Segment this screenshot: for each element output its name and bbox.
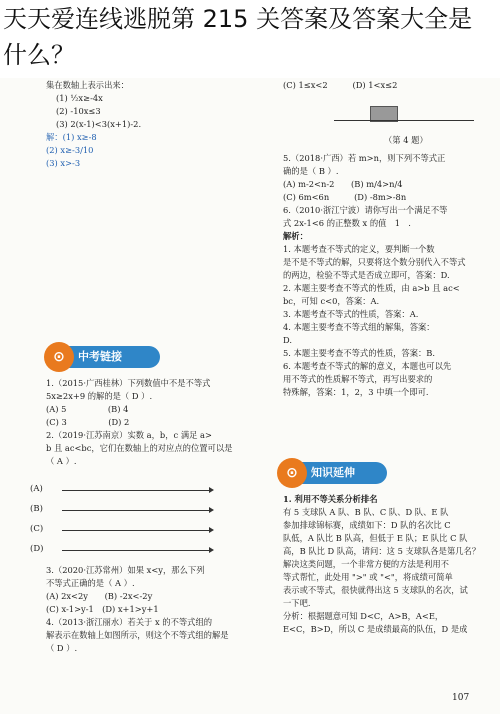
right-column-bottom (283, 493, 488, 636)
title-line-1: 天天爱连线逃脱第 215 关答案及答案大全是 (3, 5, 473, 33)
text-line: 5. 本题主要考查不等式的性质，答案：B. (283, 348, 436, 358)
number-line (62, 506, 212, 516)
text-line: 集在数轴上表示出来： (46, 80, 129, 90)
text-line: (A) m-2<n-2 (B) m/4>n/4 (283, 179, 403, 189)
text-line: 队低，A 队比 B 队高，但低于 E 队；E 队比 C 队 (283, 533, 468, 543)
badge-icon: ⊙ (44, 342, 74, 372)
text-line: 5.（2018·广西）若 m>n，则下列不等式正 (283, 153, 446, 163)
text-line: 表示或不等式，很快就得出这 5 支球队的名次，试 (283, 585, 468, 595)
text-line: 高，B 队比 D 队高，请问：这 5 支球队各是第几名？ (283, 546, 481, 556)
text-line: (C) 6m<6n (D) -8m>-8n (283, 192, 407, 202)
option-label: (C) (30, 524, 44, 534)
text-line: 分析：根据题意可知 D<C，A>B，A<E， (283, 611, 444, 621)
left-column-questions-2 (46, 564, 256, 655)
text-line: 解表示在数轴上如图所示，则这个不等式组的解是 (46, 630, 229, 640)
text-line: b 且 ac<bc，它们在数轴上的对应点的位置可以是 (46, 443, 233, 453)
section-title: 知识延伸 (311, 466, 355, 479)
text-line: 特殊解，答案：1，2，3 中填一个即可. (283, 387, 429, 397)
text-line: E<C，B>D，所以 C 是成绩最高的队伍，D 是成 (283, 624, 468, 634)
text-line: 5x≥2x+9 的解的是（ D ）. (46, 391, 153, 401)
answer-line: (3) x>-3 (46, 158, 81, 168)
number-line (62, 526, 212, 536)
text-line: （ D ）. (46, 643, 78, 653)
text-line: (C) 3 (D) 2 (46, 417, 130, 427)
number-line-figure (334, 98, 474, 138)
text-line: 一下吧. (283, 598, 311, 608)
option-label: (D) (30, 544, 44, 554)
textbook-page (0, 28, 500, 714)
left-column-top (46, 66, 256, 170)
text-line: 等式帮忙，此处用 ">" 或 "<"，将成绩可简单 (283, 572, 453, 582)
option-label: (B) (30, 504, 43, 514)
right-column-mid (283, 152, 488, 399)
text-line: (1) ½x≥-4x (56, 93, 103, 103)
answer-line: 解：(1) x≥-8 (46, 132, 97, 142)
text-line: 参加排球锦标赛，成绩如下：D 队的名次比 C (283, 520, 451, 530)
text-line: (C) 1≤x<2 (D) 1<x≤2 (283, 80, 398, 90)
text-line: 1. 利用不等关系分析排名 (283, 494, 378, 504)
text-line: 6.（2010·浙江宁波）请你写出一个满足不等 (283, 205, 448, 215)
section-badge-zhishi (281, 462, 387, 484)
text-line: 不等式正确的是（ A ）. (46, 578, 135, 588)
number-line (62, 546, 212, 556)
text-line: 的两边，检验不等式是否成立即可，答案：D. (283, 270, 450, 280)
title-line-2: 什么？ (3, 41, 75, 69)
text-line: 式 2x-1<6 的正整数 x 的值 1 . (283, 218, 411, 228)
text-line: 1. 本题考查不等式的定义，要判断一个数 (283, 244, 435, 254)
text-line: 4.（2013·浙江丽水）若关于 x 的不等式组的 (46, 617, 213, 627)
text-line: (C) x-1>y-1 (D) x+1>y+1 (46, 604, 159, 614)
text-line: 有 5 支球队 A 队、B 队、C 队、D 队、E 队 (283, 507, 449, 517)
article-title (0, 0, 500, 78)
page-number: 107 (452, 693, 470, 703)
axis (334, 120, 474, 121)
text-line: 3.（2020·江苏常州）如果 x<y，那么下列 (46, 565, 205, 575)
text-line: 解决这类问题，一个非常方便的方法是利用不 (283, 559, 449, 569)
badge-icon: ⊙ (277, 458, 307, 488)
text-line: 2.（2019·江苏南京）实数 a，b，c 满足 a> (46, 430, 212, 440)
left-column-questions (46, 377, 256, 468)
text-line: (A) 5 (B) 4 (46, 404, 129, 414)
text-line: 1.（2015·广西桂林）下列数值中不是不等式 (46, 378, 211, 388)
text-line: (2) -10x≤3 (56, 106, 101, 116)
text-line: 2. 本题主要考查不等式的性质，由 a>b 且 ac< (283, 283, 460, 293)
text-line: 6. 本题考查不等式的解的意义，本题也可以先 (283, 361, 452, 371)
text-line: D. (283, 335, 292, 345)
text-line: 是不是不等式的解，只要将这个数分别代入不等式 (283, 257, 466, 267)
figure-caption: （第 4 题） (384, 135, 428, 145)
text-line: bc，可知 c<0，答案：A. (283, 296, 380, 306)
section-title: 中考链接 (78, 350, 122, 363)
text-line: 解析： (283, 231, 308, 241)
text-line: 3. 本题考查不等式的性质，答案：A. (283, 309, 419, 319)
text-line: （ A ）. (46, 456, 77, 466)
answer-line: (2) x≥-3/10 (46, 145, 94, 155)
text-line: 4. 本题主要考查不等式组的解集，答案： (283, 322, 435, 332)
text-line: (A) 2x<2y (B) -2x<-2y (46, 591, 153, 601)
section-badge-zhongkao (48, 346, 160, 368)
option-label: (A) (30, 484, 43, 494)
text-line: 用不等式的性质解不等式，再写出要求的 (283, 374, 433, 384)
text-line: (3) 2(x-1)<3(x+1)-2. (56, 119, 142, 129)
text-line: 确的是（ B ）. (283, 166, 339, 176)
number-line (62, 486, 212, 496)
